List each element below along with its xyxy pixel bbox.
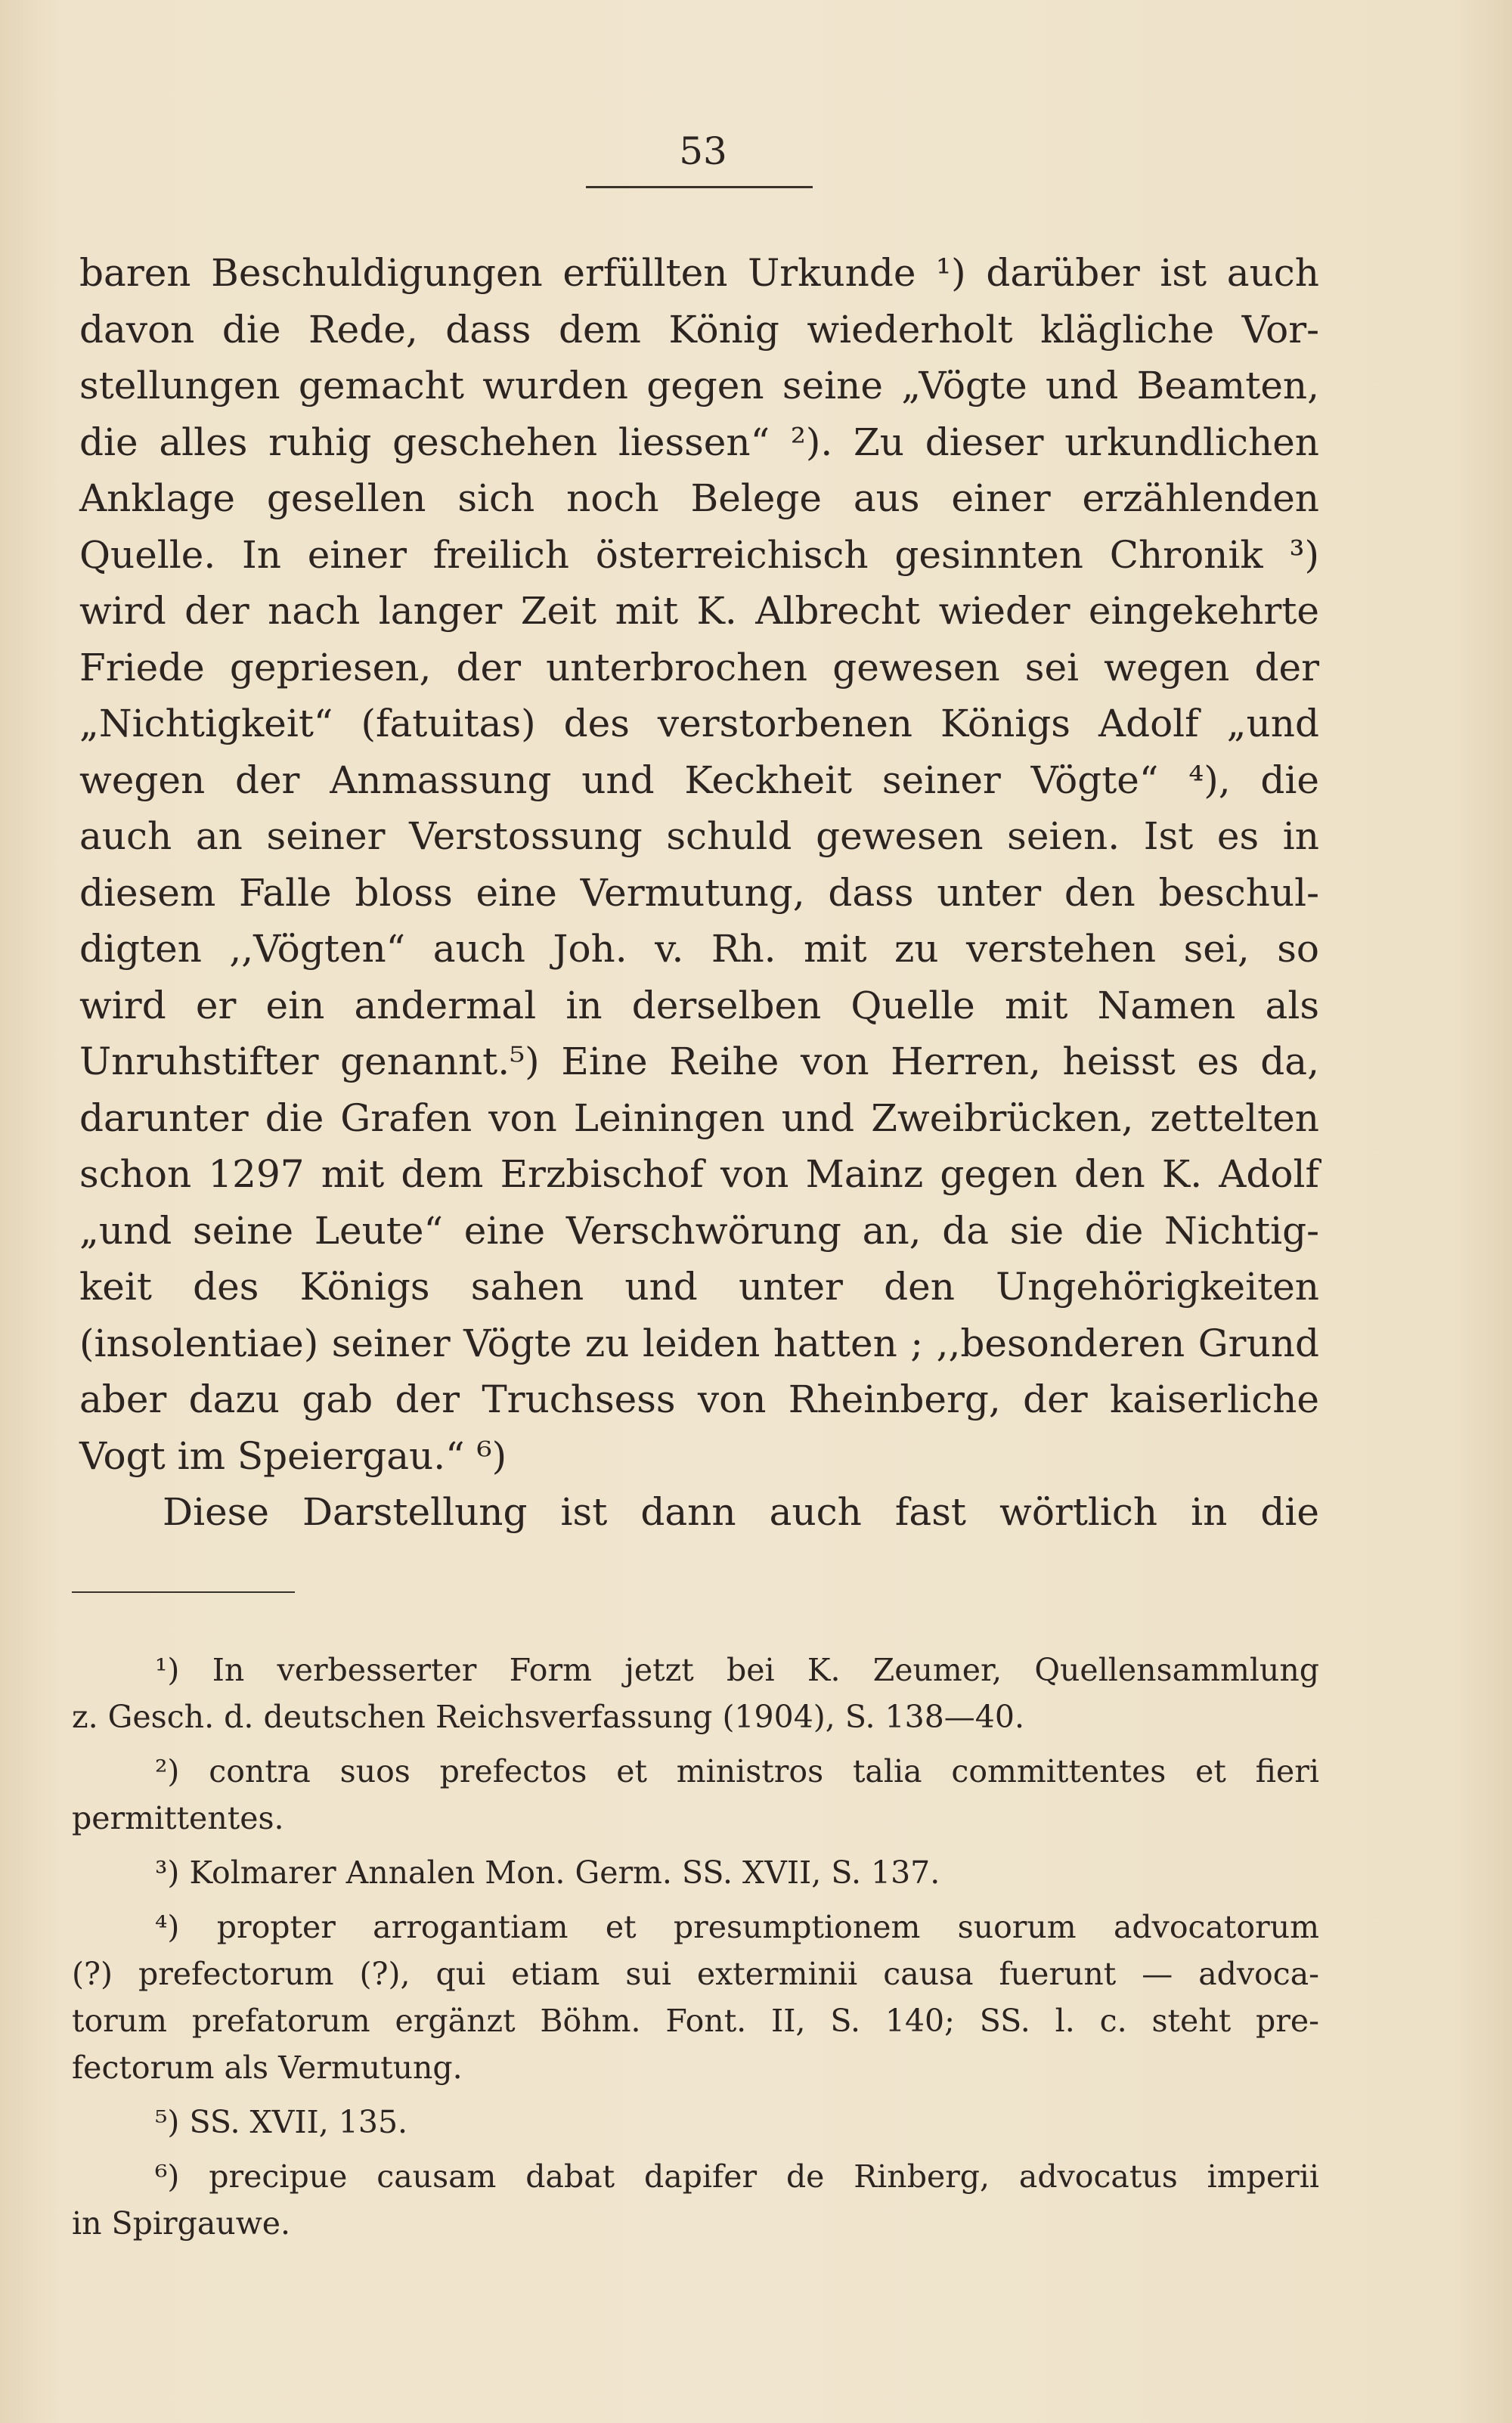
text-line: Anklage gesellen sich noch Belege aus einer erzählenden: [79, 476, 1319, 520]
text-line: schon 1297 mit dem Erzbischof von Mainz gegen den K. Adolf: [79, 1152, 1319, 1196]
footnote-line: ¹) In verbesserter Form jetzt bei K. Zeumer, Quellensammlung: [155, 1652, 1319, 1688]
footnote-marker: ⁴): [155, 1909, 180, 1945]
footnote-marker: ²): [155, 1753, 180, 1789]
footnote-line: ⁵) SS. XVII, 135.: [155, 2104, 408, 2140]
text-line: Quelle. In einer freilich österreichisch gesinnten Chronik ³): [79, 532, 1319, 577]
footnote-marker: ⁶): [155, 2158, 180, 2195]
footnote-line: ⁶) precipue causam dabat dapifer de Rinberg, advocatus imperii: [155, 2158, 1319, 2195]
text-line: wird er ein andermal in derselben Quelle mit Namen als: [79, 983, 1319, 1027]
footnote-line: ²) contra suos prefectos et ministros talia committentes et fieri: [155, 1753, 1319, 1789]
text-line: (insolentiae) seiner Vögte zu leiden hatten ; ,,besonderen Grund: [79, 1321, 1319, 1365]
paragraph-end-line: Vogt im Speiergau.“ ⁶): [79, 1433, 507, 1478]
footnote-line: fectorum als Vermutung.: [72, 2050, 463, 2086]
text-line: Unruhstifter genannt.⁵) Eine Reihe von Herren, heisst es da,: [79, 1040, 1319, 1083]
text-line: „Nichtigkeit“ (fatuitas) des verstorbenen Königs Adolf „und: [79, 702, 1319, 745]
text-line: wegen der Anmassung und Keckheit seiner Vögte“ ⁴), die: [79, 758, 1319, 802]
page-number: 53: [679, 129, 727, 173]
footnote-line: in Spirgauwe.: [72, 2205, 291, 2242]
footnote-separator: [72, 1591, 295, 1593]
footnote-marker: ¹): [155, 1652, 180, 1688]
footnote-line: ⁴) propter arrogantiam et presumptionem suorum advocatorum: [155, 1909, 1319, 1945]
footnote-line: ³) Kolmarer Annalen Mon. Germ. SS. XVII, S. 137.: [155, 1854, 940, 1891]
header-rule: [586, 186, 813, 188]
text-line: die alles ruhig geschehen liessen“ ²). Zu dieser urkundlichen: [79, 420, 1319, 464]
text-line: auch an seiner Verstossung schuld gewesen seien. Ist es in: [79, 814, 1319, 858]
text-line: digten ,,Vögten“ auch Joh. v. Rh. mit zu verstehen sei, so: [79, 927, 1319, 971]
footnote-2: [72, 1748, 1319, 1842]
footnote-line: permittentes.: [72, 1800, 284, 1836]
text-line: davon die Rede, dass dem König wiederholt klägliche Vor-: [79, 307, 1319, 352]
text-line: keit des Königs sahen und unter den Ungehörigkeiten: [79, 1265, 1319, 1309]
footnote-4: [72, 1904, 1319, 2091]
text-line: wird der nach langer Zeit mit K. Albrecht wieder eingekehrte: [79, 589, 1319, 633]
footnote-line: torum prefatorum ergänzt Böhm. Font. II, S. 140; SS. l. c. steht pre-: [72, 2003, 1319, 2039]
footnote-line: z. Gesch. d. deutschen Reichsverfassung (1904), S. 138—40.: [72, 1699, 1024, 1735]
text-line: aber dazu gab der Truchsess von Rheinberg, der kaiserliche: [79, 1377, 1319, 1421]
paragraph-start-line: Diese Darstellung ist dann auch fast wörtlich in die: [163, 1490, 1319, 1534]
text-line: darunter die Grafen von Leiningen und Zweibrücken, zettelten: [79, 1095, 1319, 1140]
footnote-marker: ⁵): [155, 2104, 180, 2140]
text-line: „und seine Leute“ eine Verschwörung an, da sie die Nichtig-: [79, 1208, 1319, 1253]
text-line: stellungen gemacht wurden gegen seine „Vögte und Beamten,: [79, 364, 1319, 407]
footnote-line: (?) prefectorum (?), qui etiam sui exterminii causa fuerunt — advoca-: [72, 1956, 1319, 1992]
footnote-6: [72, 2153, 1319, 2247]
main-text: [79, 245, 1319, 1541]
footnote-1: [72, 1647, 1319, 1740]
text-line: baren Beschuldigungen erfüllten Urkunde ¹) darüber ist auch: [79, 251, 1319, 295]
footnotes: [72, 1647, 1319, 2247]
footnote-3: [72, 1849, 1319, 1896]
footnote-5: [72, 2099, 1319, 2146]
text-line: Friede gepriesen, der unterbrochen gewesen sei wegen der: [79, 645, 1319, 689]
footnote-marker: ³): [155, 1854, 180, 1891]
text-line: diesem Falle bloss eine Vermutung, dass unter den beschul-: [79, 870, 1319, 915]
